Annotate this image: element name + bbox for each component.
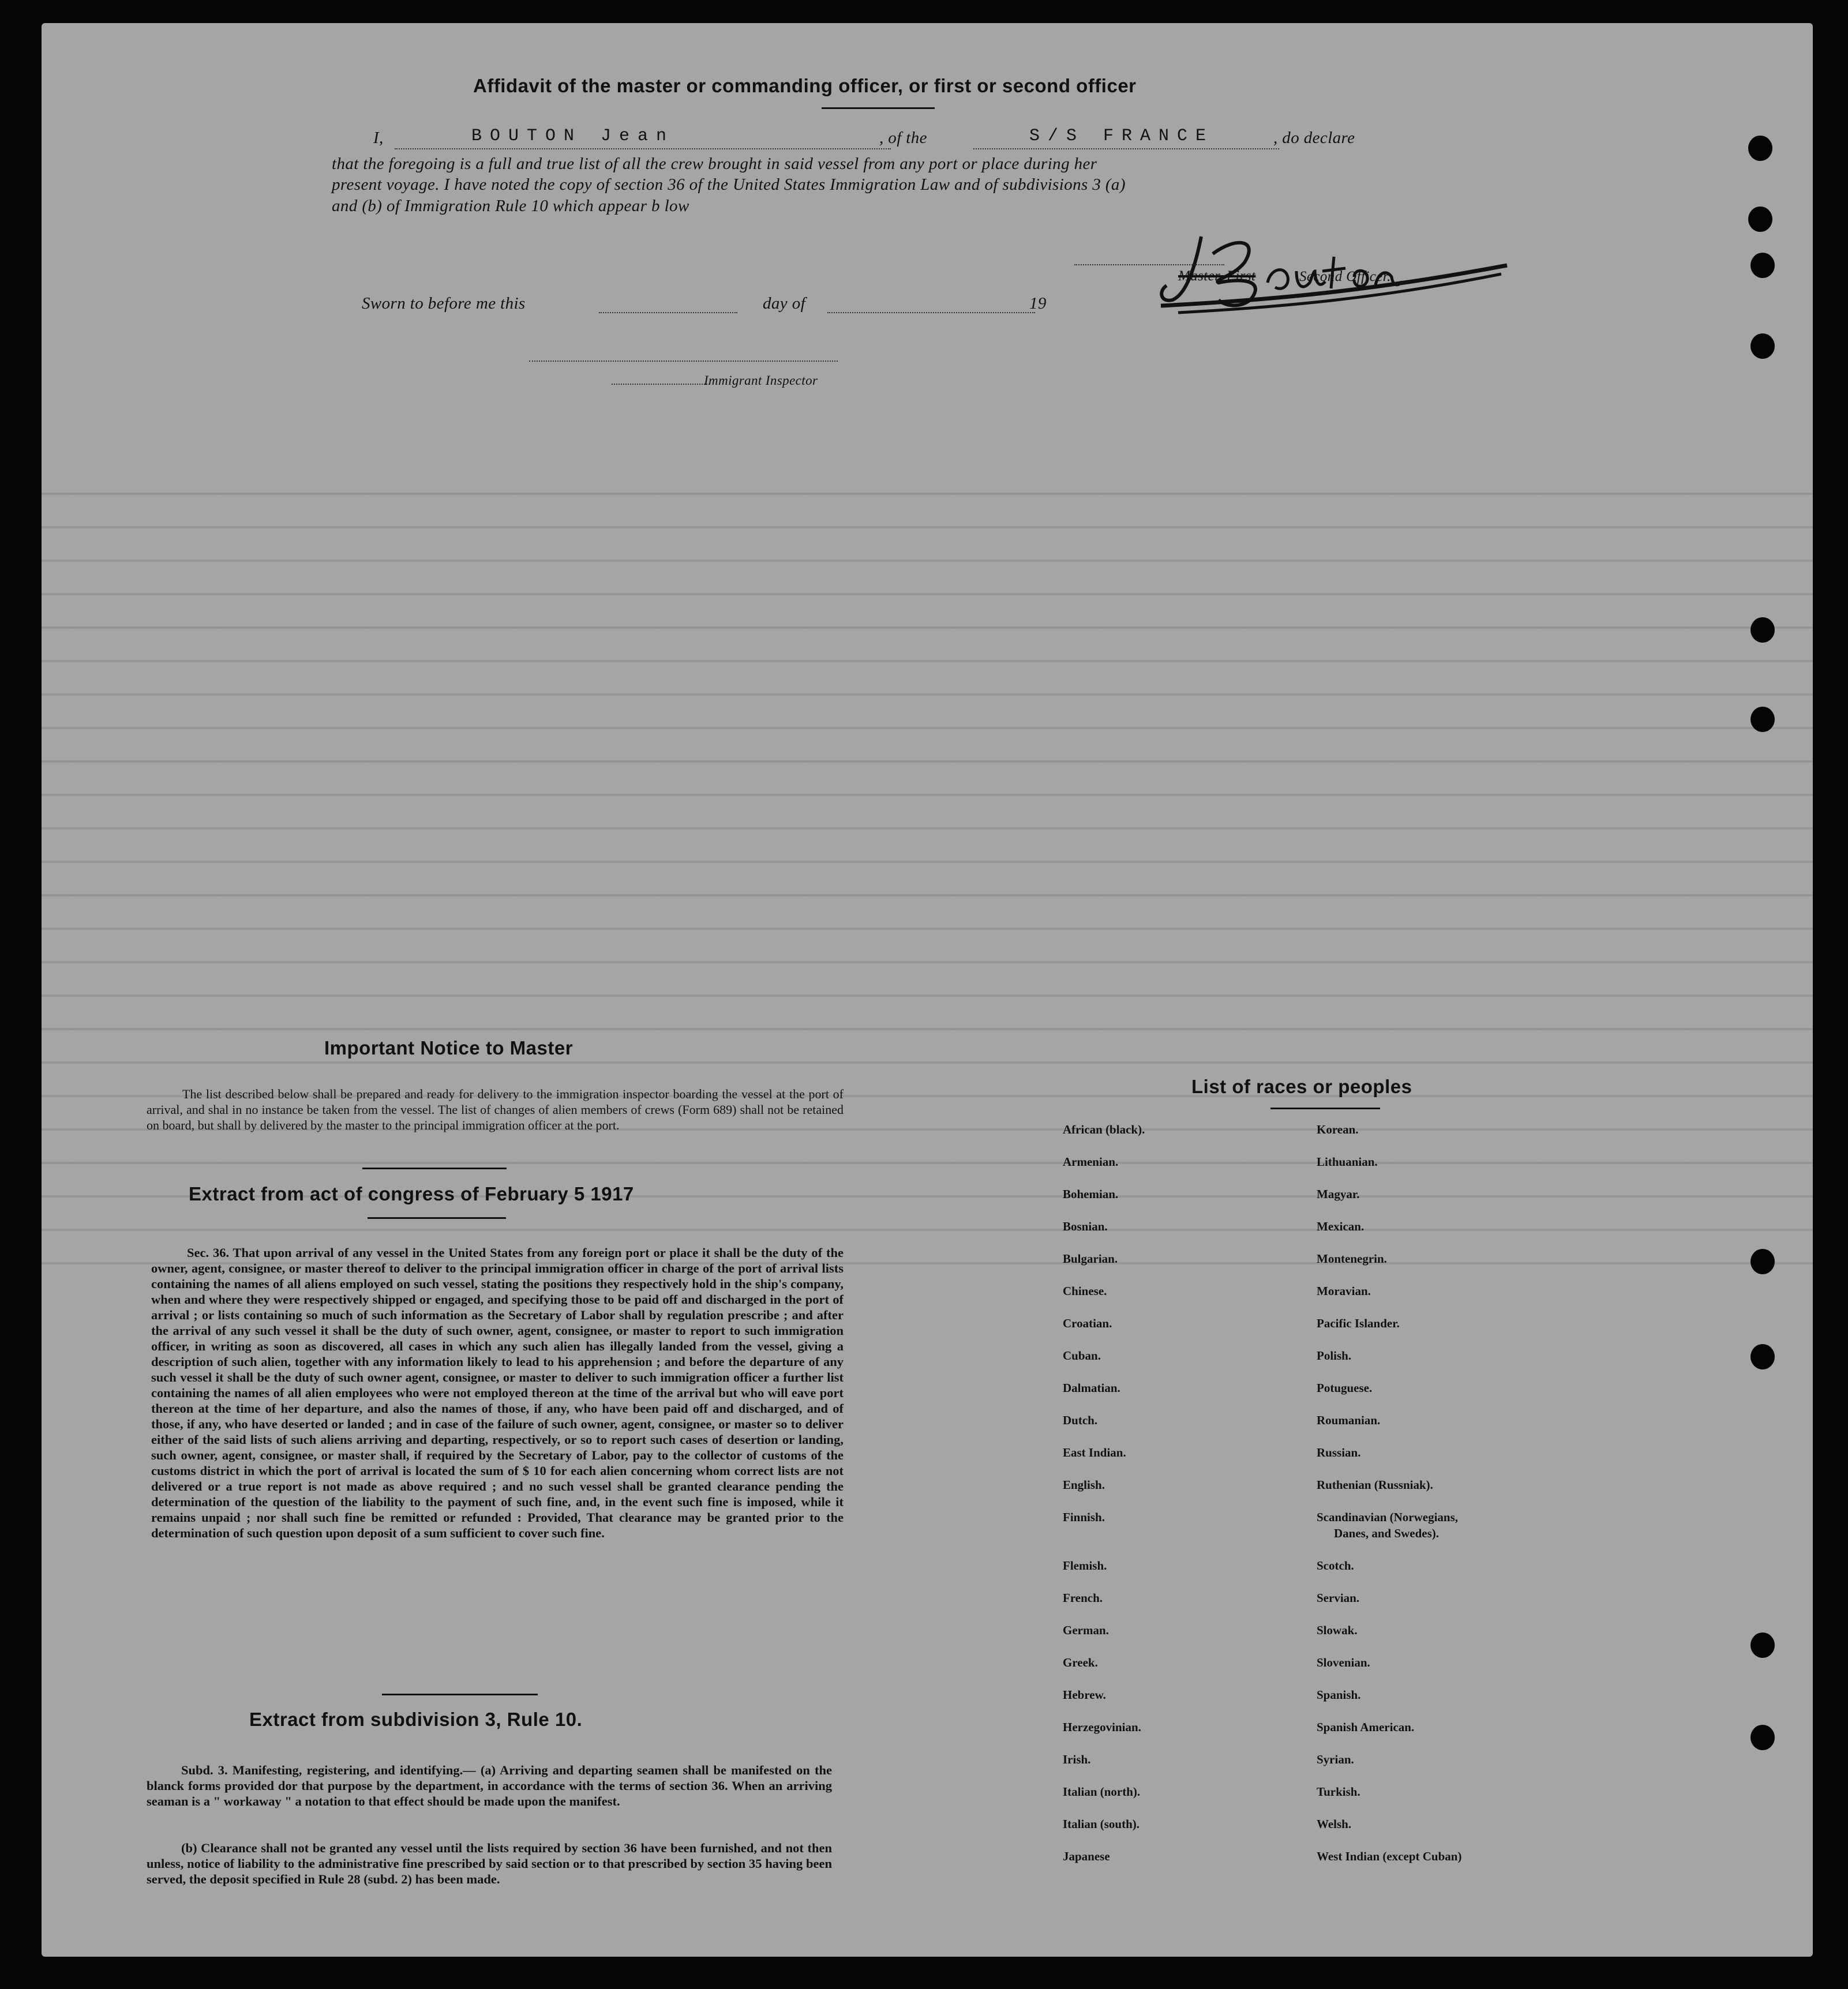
race-item: Spanish American. <box>1317 1720 1415 1734</box>
inspector-signature-line <box>529 361 838 362</box>
punch-hole <box>1750 617 1775 643</box>
race-item: Bohemian. <box>1063 1187 1119 1201</box>
race-item: Flemish. <box>1063 1559 1107 1573</box>
punch-hole <box>1750 1249 1775 1274</box>
notice-rule <box>362 1168 507 1169</box>
sworn-label: Sworn to before me this <box>362 294 526 313</box>
sworn-day-label: day of <box>763 294 806 313</box>
race-item: Servian. <box>1317 1591 1360 1605</box>
race-item: Dalmatian. <box>1063 1381 1120 1395</box>
declaration-i-label: I, <box>373 129 384 147</box>
race-item: Polish. <box>1317 1349 1352 1363</box>
officer-label: Second Officer. <box>1299 269 1391 284</box>
race-item: Slowak. <box>1317 1623 1358 1637</box>
race-item: Italian (north). <box>1063 1785 1141 1799</box>
race-item: Japanese <box>1063 1849 1110 1863</box>
declaration-line-2: that the foregoing is a full and true list of all the crew brought in said vessel from any port or place during her <box>332 155 1097 173</box>
punch-hole <box>1750 253 1775 278</box>
race-item: Moravian. <box>1317 1284 1371 1298</box>
race-item: African (black). <box>1063 1123 1145 1136</box>
document-page <box>42 23 1813 1957</box>
race-item: Roumanian. <box>1317 1413 1381 1427</box>
race-item: Cuban. <box>1063 1349 1101 1363</box>
race-item: Bulgarian. <box>1063 1252 1118 1266</box>
race-item: Korean. <box>1317 1123 1359 1136</box>
races-rule <box>1270 1108 1380 1109</box>
race-item: Welsh. <box>1317 1817 1352 1831</box>
rule-extract-title: Extract from subdivision 3, Rule 10. <box>249 1709 583 1730</box>
race-item: Magyar. <box>1317 1187 1360 1201</box>
affidavit-title: Affidavit of the master or commanding officer, or first or second officer <box>473 75 1137 96</box>
race-item: Danes, and Swedes). <box>1334 1526 1440 1540</box>
race-item: Scotch. <box>1317 1559 1354 1573</box>
punch-hole <box>1750 707 1775 732</box>
race-item: Herzegovinian. <box>1063 1720 1141 1734</box>
punch-hole <box>1750 333 1775 359</box>
race-item: Turkish. <box>1317 1785 1360 1799</box>
sworn-year-label: 19 <box>1029 294 1047 313</box>
inspector-short-line <box>612 384 710 385</box>
race-item: Spanish. <box>1317 1688 1361 1702</box>
race-item: Pacific Islander. <box>1317 1316 1400 1330</box>
race-item: West Indian (except Cuban) <box>1317 1849 1462 1863</box>
punch-hole <box>1750 1725 1775 1750</box>
declarant-name: BOUTON Jean <box>471 126 675 146</box>
race-item: Greek. <box>1063 1656 1098 1669</box>
race-item: English. <box>1063 1478 1105 1492</box>
officer-struck-text: Master, First <box>1178 268 1256 284</box>
declarant-name-line <box>395 148 891 149</box>
race-item: Bosnian. <box>1063 1219 1108 1233</box>
rule-extract-text-b: (b) Clearance shall not be granted any vessel until the lists required by section 36 have been furnished, and not then unless, notice of liability to the administrative fine prescribed by said section or to that prescribed by section 35 having been served, the deposit specified in Rule 28 (subd. 2) has been made. <box>147 1841 832 1886</box>
race-item: German. <box>1063 1623 1109 1637</box>
act-extract-rule <box>368 1217 506 1219</box>
of-the-label: , of the <box>879 129 927 147</box>
sworn-month-line <box>827 312 1035 313</box>
declaration-line-4: and (b) of Immigration Rule 10 which appear b low <box>332 197 689 215</box>
punch-hole <box>1750 1633 1775 1658</box>
race-item: Armenian. <box>1063 1155 1119 1169</box>
punch-hole <box>1748 136 1772 161</box>
race-item: Slovenian. <box>1317 1656 1370 1669</box>
races-title: List of races or peoples <box>1191 1076 1412 1097</box>
race-item: Potuguese. <box>1317 1381 1373 1395</box>
race-item: Hebrew. <box>1063 1688 1106 1702</box>
race-item: Lithuanian. <box>1317 1155 1378 1169</box>
notice-text: The list described below shall be prepared and ready for delivery to the immigration inspector boarding the vessel at the port of arrival, and shal in no instance be taken from the vessel. The list of changes of alien members of crews (Form 689) shall not be retained on board, but shall by delivered by the master to the principal immigration officer at the port. <box>147 1087 844 1132</box>
race-item: Syrian. <box>1317 1752 1354 1766</box>
sworn-day-line <box>599 312 737 313</box>
declaration-line-3: present voyage. I have noted the copy of section 36 of the United States Immigration Law and of subdivisions 3 (a) <box>332 175 1126 194</box>
do-declare-label: , do declare <box>1273 129 1355 147</box>
signature-line <box>1074 264 1224 265</box>
vessel-name: S/S FRANCE <box>1029 126 1214 146</box>
act-extract-text: Sec. 36. That upon arrival of any vessel in the United States from any foreign port or place it shall be the duty of the owner, agent, consignee, or master thereof to deliver to the principal immigration officer in charge of the port of arrival lists containing the names of all aliens employed on such vessel, stating the positions they respectively hold in the ship's company, when and where they were respectively shipped or engaged, and specifying those to be paid off and discharged in the port of arrival ; or lists containing so much of such information as the Secretary of Labor shall by regulation prescribe ; and after the arrival of any such vessel it shall be the duty of such owner, agent, consignee, or master to report to such immigration officer, in writing as soon as discovered, all cases in which any such alien has illegally landed from the vessel, giving a description of such alien, together with any information likely to lead to his apprehension ; and before the departure of any such vessel it shall be the duty of such owner agent, consignee, or master to deliver to such immigration officer a further list containing the names of all alien employees who were not employed thereon at the time of the arrival but who will eave port thereon at the time of her departure, and also the names of those, if any, who have been paid off and discharged, and of those, if any, who have deserted or landed ; and in case of the failure of such owner, agent, consignee, or master so to deliver either of the said lists of such aliens arriving and departing, respectively, or so to report such cases of desertion or landing, such owner, agent, consignee, or master shall, if required by the Secretary of Labor, pay to the collector of customs of the customs district in which the port of arrival is located the sum of $ 10 for each alien concerning whom correct lists are not delivered or a true report is not made as above required ; and no such vessel shall be granted clearance pending the determination of the question of the liability to the payment of such fine, and, in the event such fine is imposed, while it remains unpaid ; nor shall such fine be remitted or refunded : Provided, That clearance may be granted prior to the determination of such question upon deposit of a sum sufficient to cover such fine. <box>151 1245 844 1540</box>
race-item: Finnish. <box>1063 1510 1105 1524</box>
race-item: Croatian. <box>1063 1316 1112 1330</box>
race-item: French. <box>1063 1591 1103 1605</box>
vessel-name-line <box>973 148 1279 149</box>
race-item: Montenegrin. <box>1317 1252 1387 1266</box>
race-item: Irish. <box>1063 1752 1091 1766</box>
rule-extract-text-a: Subd. 3. Manifesting, registering, and identifying.— (a) Arriving and departing seamen shall be manifested on the blanck forms provided dor that purpose by the department, in accordance with the terms of section 36. When an arriving seaman is a " workaway " a notation to that effect should be made upon the manifest. <box>147 1763 832 1808</box>
race-item: Russian. <box>1317 1446 1361 1459</box>
race-item: East Indian. <box>1063 1446 1126 1459</box>
inspector-label: Immigrant Inspector <box>704 373 818 388</box>
rule-extract-top-rule <box>382 1694 538 1695</box>
race-item: Italian (south). <box>1063 1817 1140 1831</box>
race-item: Chinese. <box>1063 1284 1107 1298</box>
race-item: Mexican. <box>1317 1219 1365 1233</box>
affidavit-title-rule <box>822 107 935 109</box>
race-item: Scandinavian (Norwegians, <box>1317 1510 1459 1524</box>
punch-hole <box>1750 1344 1775 1369</box>
race-item: Dutch. <box>1063 1413 1098 1427</box>
act-extract-title: Extract from act of congress of February 5 1917 <box>189 1183 634 1204</box>
notice-title: Important Notice to Master <box>324 1037 573 1059</box>
race-item: Ruthenian (Russniak). <box>1317 1478 1433 1492</box>
bleed-through-texture <box>42 461 1813 1281</box>
punch-hole <box>1748 207 1772 232</box>
